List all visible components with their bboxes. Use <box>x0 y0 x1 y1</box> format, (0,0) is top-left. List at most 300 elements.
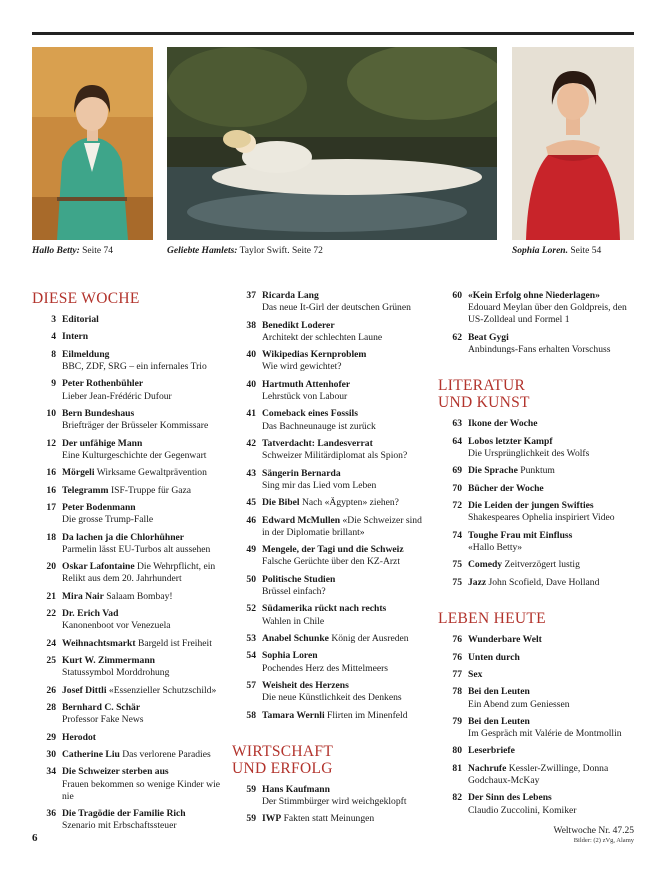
toc-page-number: 54 <box>246 650 256 662</box>
toc-entry[interactable] <box>32 808 222 832</box>
toc-entry-subtitle: Salaam Bombay! <box>103 590 173 602</box>
toc-list <box>232 784 430 826</box>
toc-entry[interactable] <box>32 331 222 343</box>
toc-entry-text <box>262 290 430 314</box>
photo-hallo-betty <box>32 47 153 240</box>
toc-entry[interactable] <box>232 813 430 825</box>
toc-page-number: 45 <box>246 497 256 509</box>
toc-entry-title: Die Leiden der jungen Swifties <box>468 500 594 512</box>
toc-entry-text <box>62 331 222 343</box>
toc-page-number: 29 <box>46 731 56 743</box>
toc-page-number: 4 <box>51 331 56 343</box>
toc-page-number: 80 <box>452 745 462 757</box>
toc-entry-subtitle: Kessler-Zwillinge, Donna Godchaux-McKay <box>468 762 609 787</box>
toc-entry-title: Wikipedias Kernproblem <box>262 349 367 361</box>
toc-entry-text <box>468 500 634 524</box>
toc-entry[interactable] <box>438 332 634 356</box>
toc-entry[interactable] <box>232 680 430 704</box>
toc-entry-subtitle: Die grosse Trump-Falle <box>62 514 154 526</box>
toc-entry-title: Die Tragödie der Familie Rich <box>62 808 186 820</box>
toc-entry[interactable] <box>32 685 222 697</box>
toc-entry[interactable] <box>438 763 634 787</box>
toc-entry[interactable] <box>438 745 634 757</box>
toc-entry[interactable] <box>232 438 430 462</box>
toc-entry-text <box>262 497 430 509</box>
toc-entry-subtitle: Im Gespräch mit Valérie de Montmollin <box>468 728 622 740</box>
toc-entry[interactable] <box>232 574 430 598</box>
toc-entry-title: Comeback eines Fossils <box>262 408 358 420</box>
toc-entry[interactable] <box>32 655 222 679</box>
toc-page-number: 40 <box>246 378 256 390</box>
toc-entry[interactable] <box>32 378 222 402</box>
toc-entry[interactable] <box>232 379 430 403</box>
toc-entry[interactable] <box>232 603 430 627</box>
toc-page-number: 28 <box>46 702 56 714</box>
toc-entry-title: Nachrufe <box>468 762 507 774</box>
toc-entry[interactable] <box>438 652 634 664</box>
toc-entry[interactable] <box>32 502 222 526</box>
toc-entry-text <box>468 634 634 646</box>
toc-entry-subtitle: Punktum <box>517 465 555 477</box>
toc-entry-subtitle: Lieber Jean-Frédéric Dufour <box>62 390 172 402</box>
toc-entry-subtitle: Flirten im Minenfeld <box>324 709 408 721</box>
toc-entry-title: Bei den Leuten <box>468 686 530 698</box>
toc-page-number: 37 <box>246 290 256 301</box>
toc-entry[interactable] <box>232 784 430 808</box>
toc-page-number: 21 <box>46 590 56 602</box>
toc-entry-title: Da lachen ja die Chlorhühner <box>62 531 185 543</box>
toc-entry-text <box>262 680 430 704</box>
toc-entry-subtitle: Bargeld ist Freiheit <box>135 637 212 649</box>
top-rule <box>32 32 634 35</box>
toc-entry[interactable] <box>438 792 634 816</box>
toc-entry-title: Editorial <box>62 314 99 325</box>
toc-entry-text <box>262 515 430 539</box>
toc-entry-title: Die Sprache <box>468 465 518 477</box>
toc-entry[interactable] <box>438 686 634 710</box>
toc-entry[interactable] <box>232 633 430 645</box>
toc-entry-subtitle: Lehrstück von Labour <box>262 390 348 402</box>
toc-entry-subtitle: Wahlen in Chile <box>262 615 325 627</box>
toc-entry-text <box>262 408 430 432</box>
toc-page-number: 26 <box>46 684 56 696</box>
toc-entry-text <box>468 745 634 757</box>
toc-entry-title: Ikone der Woche <box>468 418 538 430</box>
toc-entry-title: Bernhard C. Schär <box>62 702 141 714</box>
toc-entry-subtitle: John Scofield, Dave Holland <box>486 576 600 588</box>
toc-entry-subtitle: Wie wird gewichtet? <box>262 361 342 373</box>
toc-entry-subtitle: Wirksame Gewaltprävention <box>94 467 207 479</box>
toc-entry[interactable] <box>232 515 430 539</box>
section-title-diese-woche: DIESE WOCHE <box>32 290 140 307</box>
toc-entry-text <box>62 408 222 432</box>
toc-entry-subtitle: Ein Abend zum Geniessen <box>468 698 570 710</box>
toc-page-number: 75 <box>452 576 462 588</box>
toc-entry-text <box>62 702 222 726</box>
toc-entry-title: Peter Bodenmann <box>62 501 136 513</box>
toc-page-number: 82 <box>452 792 462 804</box>
toc-entry-text <box>62 438 222 462</box>
toc-page-number: 42 <box>246 437 256 449</box>
toc-entry-title: Lobos letzter Kampf <box>468 435 553 447</box>
toc-page-number: 81 <box>452 762 462 774</box>
toc-list <box>232 290 430 722</box>
toc-entry[interactable] <box>32 438 222 462</box>
toc-entry-title: Der Sinn des Lebens <box>468 792 552 804</box>
toc-column-3 <box>438 290 634 822</box>
toc-entry-title: Ricarda Lang <box>262 290 319 301</box>
photo-sophia-loren <box>512 47 634 240</box>
toc-page-number: 72 <box>452 500 462 512</box>
toc-entry-subtitle: Frauen bekommen so wenige Kinder wie nie <box>62 778 220 802</box>
toc-page-number: 16 <box>46 467 56 479</box>
section-title-leben-heute: LEBEN HEUTE <box>438 610 546 628</box>
toc-entry-text <box>262 544 430 568</box>
toc-entry-text <box>468 465 634 477</box>
toc-entry-text <box>62 561 222 585</box>
toc-entry[interactable] <box>438 436 634 460</box>
toc-entry-text <box>262 603 430 627</box>
toc-entry-subtitle: Schweizer Militärdiplomat als Spion? <box>262 450 408 462</box>
toc-entry-subtitle: BBC, ZDF, SRG – ein infernales Trio <box>62 360 207 372</box>
toc-entry-text <box>62 485 222 497</box>
toc-entry-title: Weisheit des Herzens <box>262 679 349 691</box>
toc-entry[interactable] <box>32 591 222 603</box>
toc-entry[interactable] <box>438 483 634 495</box>
toc-entry[interactable] <box>438 559 634 571</box>
toc-entry-text <box>62 378 222 402</box>
toc-page-number: 49 <box>246 544 256 556</box>
toc-page-number: 59 <box>246 813 256 825</box>
toc-page-number: 76 <box>452 634 462 646</box>
toc-entry[interactable] <box>32 314 222 326</box>
toc-entry-text <box>468 332 634 356</box>
toc-entry-text <box>62 532 222 556</box>
toc-entry-text <box>262 320 430 344</box>
toc-entry[interactable] <box>32 532 222 556</box>
toc-entry-text <box>468 577 634 589</box>
toc-entry[interactable] <box>438 465 634 477</box>
toc-entry[interactable] <box>438 634 634 646</box>
toc-entry-text <box>62 749 222 761</box>
toc-entry-subtitle: Fakten statt Meinungen <box>281 813 375 825</box>
toc-entry-subtitle: Edouard Meylan über den Goldpreis, den US-Zolldeal und Formel 1 <box>468 302 627 326</box>
toc-entry-title: Benedikt Loderer <box>262 319 335 331</box>
toc-entry[interactable] <box>32 349 222 373</box>
toc-entry-title: Toughe Frau mit Einfluss <box>468 529 573 541</box>
toc-entry-subtitle: Die Wehrpflicht, ein Relikt aus dem 20. Jahrhundert <box>62 561 216 585</box>
toc-entry-title: Oskar Lafontaine <box>62 561 135 573</box>
toc-entry-title: Weihnachtsmarkt <box>62 637 136 649</box>
toc-entry-title: Südamerika rückt nach rechts <box>262 603 387 615</box>
toc-entry[interactable] <box>232 468 430 492</box>
toc-entry-subtitle: Der Stimmbürger wird weichgeklopft <box>262 796 407 808</box>
toc-entry-title: «Kein Erfolg ohne Niederlagen» <box>468 290 600 301</box>
toc-entry-text <box>262 784 430 808</box>
toc-entry-text <box>262 710 430 722</box>
page-number: 6 <box>32 832 38 844</box>
toc-entry[interactable] <box>438 577 634 589</box>
toc-entry-title: Eilmeldung <box>62 348 110 360</box>
toc-entry-title: Josef Dittli <box>62 684 107 696</box>
toc-entry[interactable] <box>32 561 222 585</box>
toc-page-number: 3 <box>51 314 56 325</box>
toc-entry-subtitle: Falsche Gerüchte über den KZ-Arzt <box>262 556 400 568</box>
toc-entry-title: Hartmuth Attenhofer <box>262 378 351 390</box>
toc-entry-title: Bern Bundeshaus <box>62 407 135 419</box>
image-credit: Bilder: (2) zVg, Alamy <box>573 837 634 844</box>
toc-entry[interactable] <box>32 702 222 726</box>
toc-column-2 <box>232 290 430 831</box>
toc-page-number: 64 <box>452 435 462 447</box>
toc-entry-text <box>468 669 634 681</box>
toc-entry-title: Wunderbare Welt <box>468 634 542 646</box>
toc-page-number: 36 <box>46 808 56 820</box>
toc-entry[interactable] <box>32 638 222 650</box>
toc-entry-text <box>262 813 430 825</box>
toc-page-number: 9 <box>51 378 56 390</box>
toc-entry-title: Die Schweizer sterben aus <box>62 766 169 778</box>
toc-entry-text <box>62 349 222 373</box>
toc-page-number: 62 <box>452 331 462 343</box>
toc-entry-subtitle: «Essenzieller Schutzschild» <box>106 684 217 696</box>
toc-page-number: 74 <box>452 529 462 541</box>
toc-page-number: 20 <box>46 561 56 573</box>
toc-page-number: 70 <box>452 482 462 494</box>
toc-entry-text <box>468 763 634 787</box>
toc-page-number: 50 <box>246 573 256 585</box>
toc-entry-subtitle: Die Ursprünglichkeit des Wolfs <box>468 447 590 459</box>
toc-entry-subtitle: Claudio Zuccolini, Komiker <box>468 804 577 816</box>
toc-entry-title: Mira Nair <box>62 590 104 602</box>
toc-entry-subtitle: Das neue It-Girl der deutschen Grünen <box>262 302 411 314</box>
toc-entry-subtitle: Anbindungs-Fans erhalten Vorschuss <box>468 344 611 355</box>
toc-entry[interactable] <box>232 544 430 568</box>
toc-entry[interactable] <box>232 408 430 432</box>
toc-page-number: 43 <box>246 467 256 479</box>
toc-page-number: 34 <box>46 766 56 778</box>
toc-page-number: 46 <box>246 514 256 526</box>
toc-page-number: 17 <box>46 501 56 513</box>
caption-hallo-betty: Hallo Betty: Seite 74 <box>32 246 114 256</box>
toc-entry[interactable] <box>32 608 222 632</box>
toc-entry-text <box>62 655 222 679</box>
toc-entry-subtitle: Eine Kulturgeschichte der Gegenwart <box>62 449 207 461</box>
toc-entry-title: Bücher der Woche <box>468 482 544 494</box>
toc-entry-subtitle: Das Bachneunauge ist zurück <box>262 420 376 432</box>
toc-entry[interactable] <box>438 716 634 740</box>
toc-entry-text <box>62 685 222 697</box>
toc-entry-subtitle: Das verlorene Paradies <box>119 749 211 761</box>
toc-entry-text <box>62 608 222 632</box>
toc-entry-title: Bei den Leuten <box>468 715 530 727</box>
toc-entry-subtitle: Statussymbol Morddrohung <box>62 667 170 679</box>
toc-entry-title: Hans Kaufmann <box>262 783 330 795</box>
toc-entry-subtitle: «Die Schweizer sind in der Diplomatie brillant» <box>262 514 422 538</box>
toc-list <box>438 418 634 589</box>
toc-page-number: 12 <box>46 437 56 449</box>
toc-entry-title: Unten durch <box>468 651 520 663</box>
toc-entry[interactable] <box>438 290 634 327</box>
toc-entry-text <box>262 574 430 598</box>
toc-entry-subtitle: Architekt der schlechten Laune <box>262 331 383 343</box>
toc-entry-title: Mörgeli <box>62 467 95 479</box>
toc-entry-text <box>62 314 222 326</box>
toc-entry-text <box>262 349 430 373</box>
toc-entry-title: Tatverdacht: Landesverrat <box>262 437 373 449</box>
toc-entry[interactable] <box>32 485 222 497</box>
toc-page-number: 79 <box>452 715 462 727</box>
toc-entry-text <box>468 686 634 710</box>
toc-entry-text <box>62 591 222 603</box>
toc-entry-title: Edward McMullen <box>262 514 341 526</box>
toc-entry[interactable] <box>438 500 634 524</box>
toc-entry-subtitle: König der Ausreden <box>328 632 409 644</box>
section-title-wirtschaft: WIRTSCHAFT UND ERFOLG <box>232 742 333 777</box>
toc-entry-title: Dr. Erich Vad <box>62 608 119 620</box>
toc-entry-text <box>262 650 430 674</box>
toc-entry-text <box>468 290 634 327</box>
toc-page-number: 58 <box>246 709 256 721</box>
issue-label: Weltwoche Nr. 47.25 <box>553 826 634 836</box>
toc-entry-subtitle: Szenario mit Erbschaftssteuer <box>62 820 177 832</box>
toc-entry-text <box>262 633 430 645</box>
toc-entry-title: Beat Gygi <box>468 331 509 343</box>
toc-entry-text <box>262 468 430 492</box>
toc-page-number: 40 <box>246 349 256 361</box>
toc-entry-title: Intern <box>62 331 89 343</box>
toc-entry-text <box>468 559 634 571</box>
toc-entry[interactable] <box>32 408 222 432</box>
toc-entry-text <box>468 418 634 430</box>
toc-page-number: 57 <box>246 679 256 691</box>
toc-entry-text <box>262 379 430 403</box>
toc-entry-subtitle: Brüssel einfach? <box>262 585 326 597</box>
toc-entry-subtitle: Professor Fake News <box>62 714 144 726</box>
toc-page-number: 75 <box>452 559 462 571</box>
toc-entry-subtitle: Kanonenboot vor Venezuela <box>62 620 171 632</box>
toc-entry[interactable] <box>232 650 430 674</box>
toc-entry-subtitle: «Hallo Betty» <box>468 541 523 553</box>
toc-entry-text <box>468 792 634 816</box>
toc-entry-text <box>468 652 634 664</box>
caption-geliebte-hamlets: Geliebte Hamlets: Taylor Swift. Seite 72 <box>167 246 323 256</box>
toc-page-number: 53 <box>246 632 256 644</box>
toc-entry-text <box>62 638 222 650</box>
toc-entry-subtitle: ISF-Truppe für Gaza <box>108 484 192 496</box>
toc-entry-subtitle: Nach «Ägypten» ziehen? <box>299 497 399 509</box>
toc-entry-subtitle: Die neue Künstlichkeit des Denkens <box>262 692 402 704</box>
toc-entry-text <box>468 530 634 554</box>
toc-page-number: 18 <box>46 531 56 543</box>
toc-list <box>32 314 222 833</box>
toc-page-number: 78 <box>452 686 462 698</box>
toc-entry-title: Telegramm <box>62 484 109 496</box>
toc-entry[interactable] <box>32 732 222 744</box>
toc-entry-text <box>468 716 634 740</box>
toc-entry-title: Peter Rothenbühler <box>62 378 144 390</box>
toc-entry[interactable] <box>438 669 634 681</box>
toc-entry-title: Tamara Wernli <box>262 709 325 721</box>
toc-page-number: 59 <box>246 783 256 795</box>
toc-page-number: 60 <box>452 290 462 301</box>
toc-page-number: 38 <box>246 319 256 331</box>
toc-entry-text <box>62 502 222 526</box>
toc-entry-title: Catherine Liu <box>62 749 120 761</box>
toc-page-number: 77 <box>452 668 462 680</box>
caption-sophia-loren: Sophia Loren. Seite 54 <box>512 246 602 256</box>
toc-entry-title: Der unfähige Mann <box>62 437 143 449</box>
toc-entry-subtitle: Parmelin lässt EU-Turbos alt aussehen <box>62 543 211 555</box>
photo-geliebte-hamlets <box>167 47 497 240</box>
toc-entry[interactable] <box>32 467 222 479</box>
toc-entry-subtitle: Sing mir das Lied vom Leben <box>262 479 377 491</box>
toc-entry-title: Kurt W. Zimmermann <box>62 655 156 667</box>
toc-page-number: 8 <box>51 348 56 360</box>
toc-page-number: 69 <box>452 465 462 477</box>
section-title-literatur: LITERATUR UND KUNST <box>438 377 530 412</box>
toc-page-number: 25 <box>46 655 56 667</box>
toc-entry-text <box>468 483 634 495</box>
toc-entry-title: Politische Studien <box>262 573 336 585</box>
toc-entry-title: Sex <box>468 668 483 680</box>
footer-info <box>554 826 635 845</box>
toc-entry-title: Sängerin Bernarda <box>262 467 341 479</box>
toc-entry-text <box>62 732 222 744</box>
toc-entry-title: IWP <box>262 813 282 825</box>
toc-entry-subtitle: Zeitverzögert lustig <box>502 559 580 571</box>
toc-entry-title: Mengele, der Tagi und die Schweiz <box>262 544 404 556</box>
toc-entry-text <box>62 467 222 479</box>
toc-entry-title: Sophia Loren <box>262 650 318 662</box>
toc-entry-text <box>62 808 222 832</box>
toc-entry-text <box>62 766 222 803</box>
toc-page-number: 52 <box>246 603 256 615</box>
toc-entry-title: Jazz <box>468 576 487 588</box>
toc-column-1 <box>32 290 222 838</box>
toc-entry-text <box>262 438 430 462</box>
toc-entry-title: Herodot <box>62 731 96 743</box>
toc-page-number: 16 <box>46 484 56 496</box>
toc-entry[interactable] <box>32 749 222 761</box>
toc-page-number: 10 <box>46 407 56 419</box>
toc-entry[interactable] <box>232 349 430 373</box>
toc-entry-title: Comedy <box>468 559 503 571</box>
toc-entry[interactable] <box>438 418 634 430</box>
toc-page-number: 24 <box>46 637 56 649</box>
toc-page-number: 41 <box>246 408 256 420</box>
toc-entry[interactable] <box>232 320 430 344</box>
toc-entry-text <box>468 436 634 460</box>
toc-entry[interactable] <box>232 290 430 314</box>
toc-page-number: 22 <box>46 608 56 620</box>
toc-list <box>438 290 634 356</box>
toc-entry[interactable] <box>232 497 430 509</box>
toc-page-number: 76 <box>452 651 462 663</box>
toc-list <box>438 634 634 817</box>
toc-entry[interactable] <box>32 766 222 803</box>
toc-entry[interactable] <box>438 530 634 554</box>
toc-page-number: 30 <box>46 749 56 761</box>
toc-entry-subtitle: Pochendes Herz des Mittelmeers <box>262 662 389 674</box>
toc-entry-title: Die Bibel <box>262 497 300 509</box>
toc-entry-title: Leserbriefe <box>468 745 515 757</box>
toc-entry[interactable] <box>232 710 430 722</box>
toc-entry-title: Anabel Schunke <box>262 632 329 644</box>
toc-entry-subtitle: Briefträger der Brüsseler Kommissare <box>62 420 209 432</box>
toc-entry-subtitle: Shakespeares Ophelia inspiriert Video <box>468 512 615 524</box>
toc-page-number: 63 <box>452 418 462 430</box>
